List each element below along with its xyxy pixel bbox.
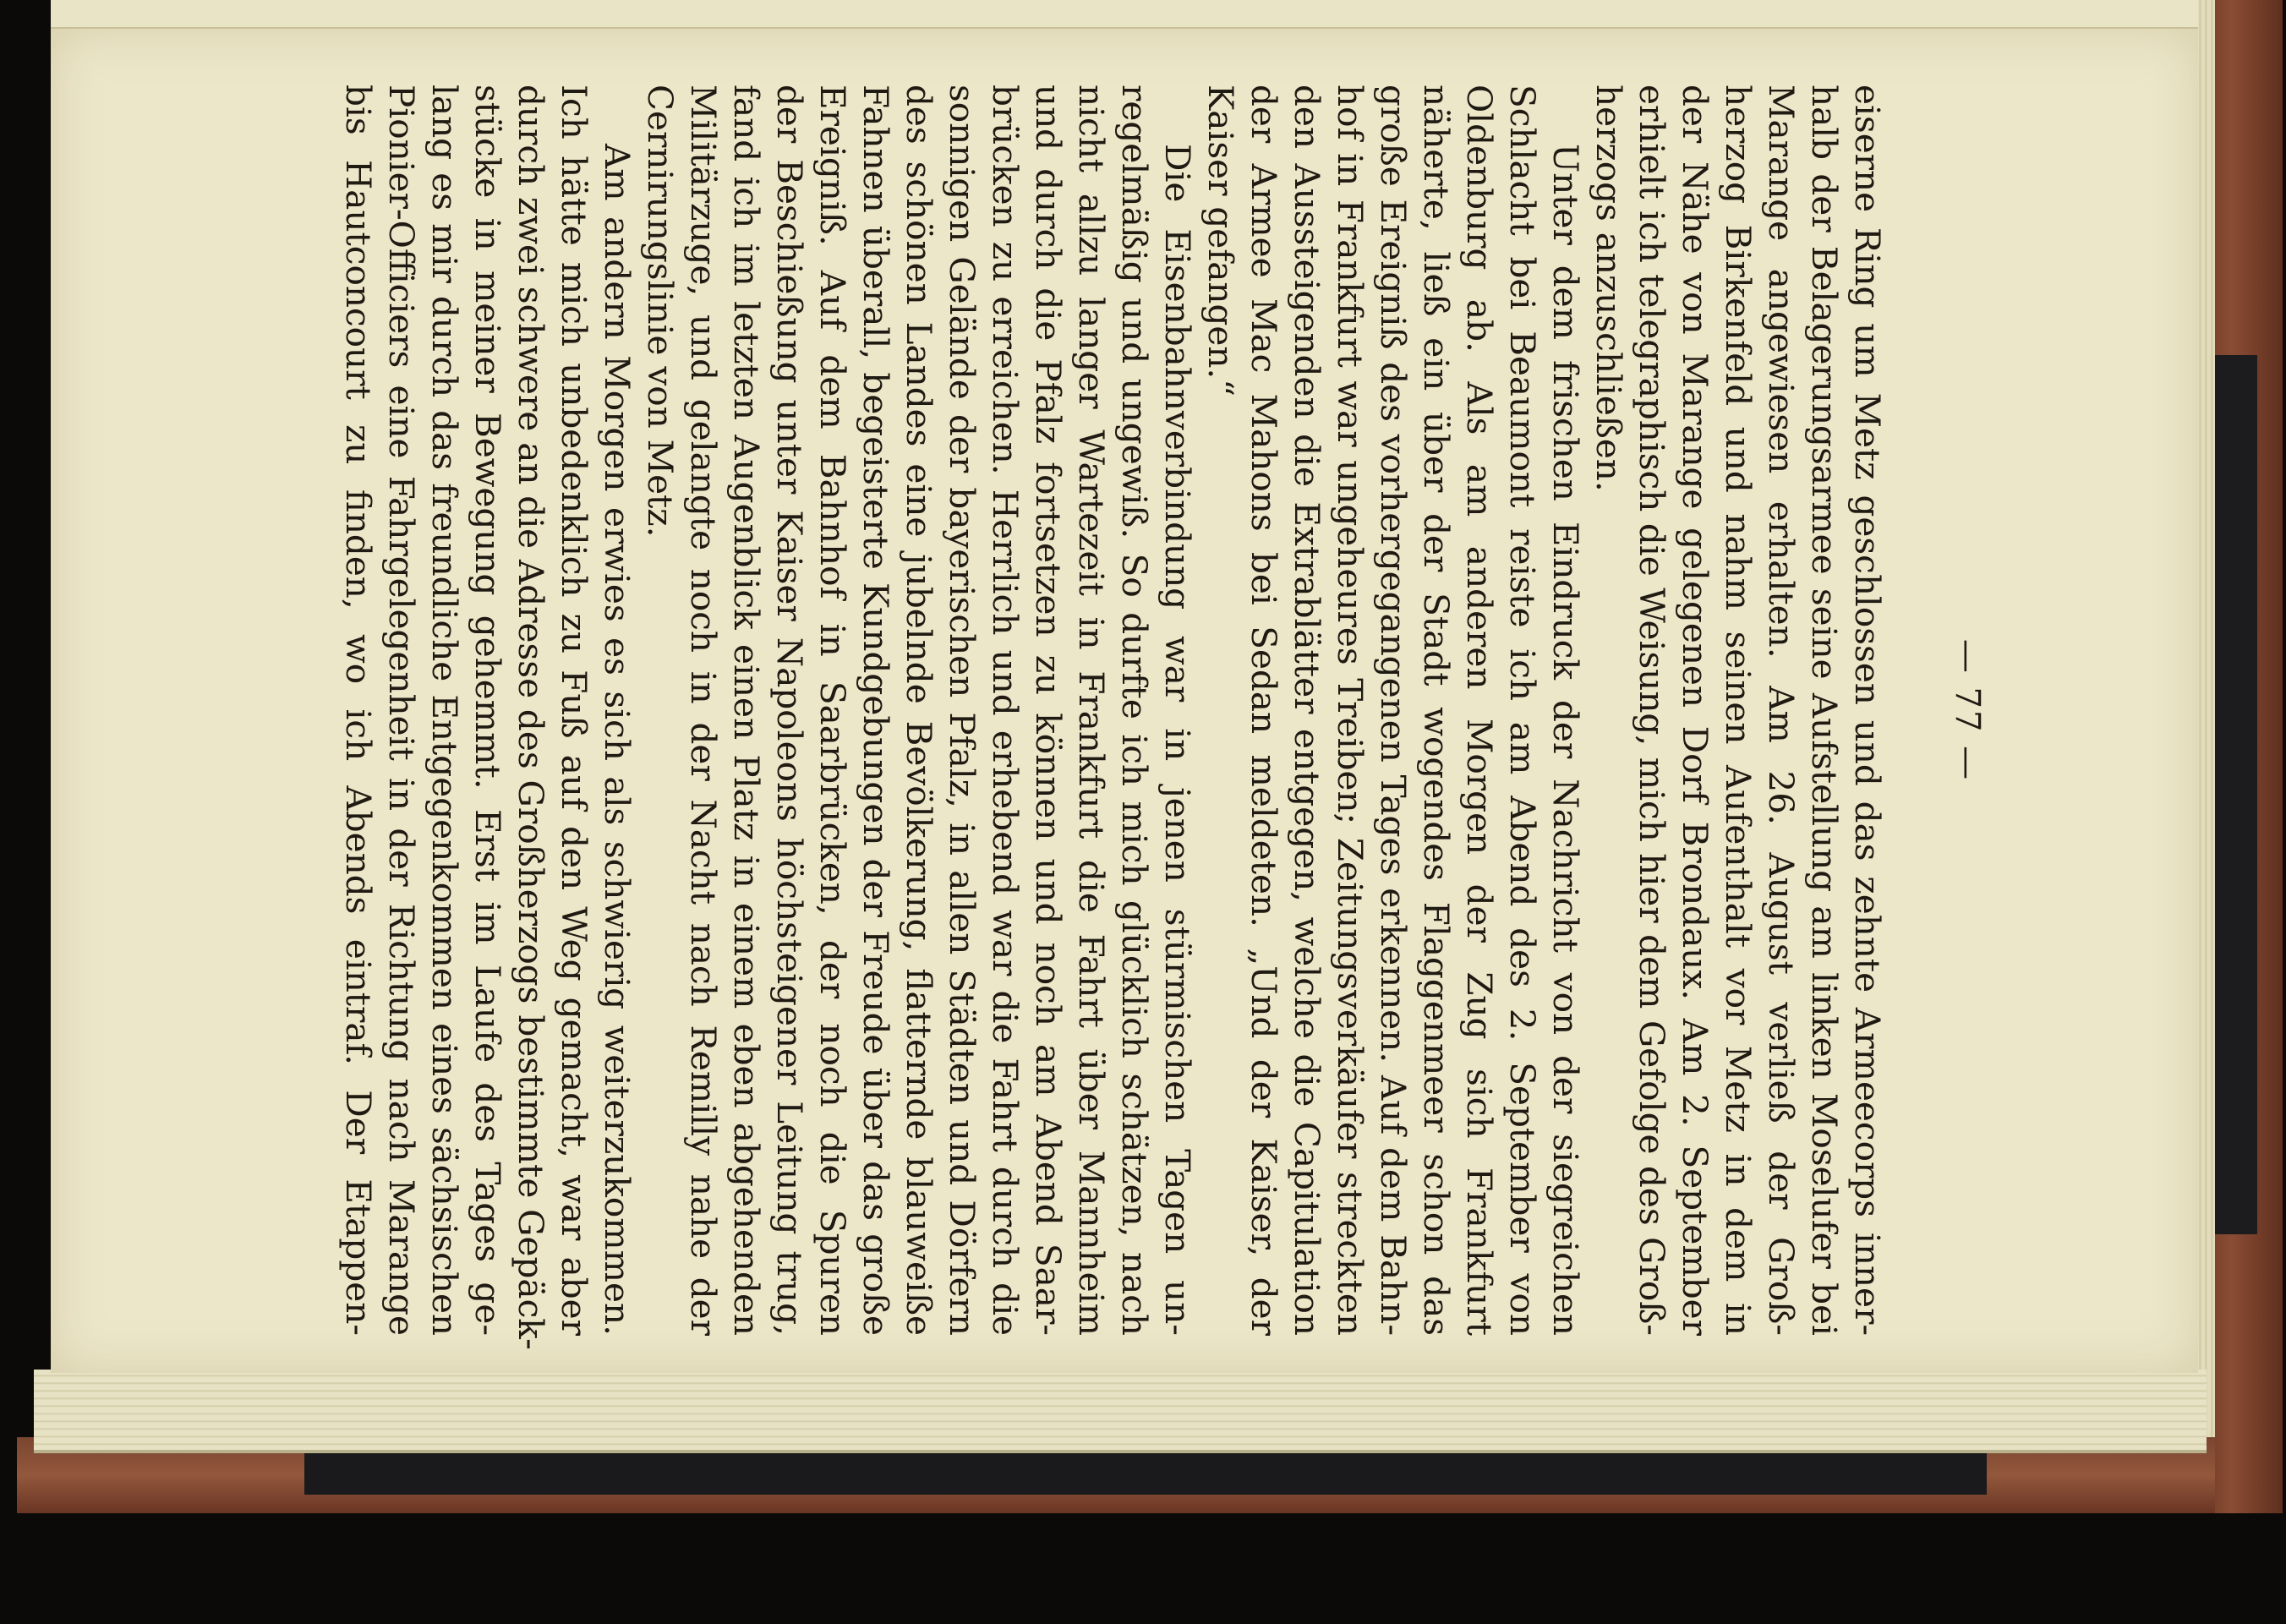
- text-line: bis Hautconcourt zu finden, wo ich Abends eintraf. Der Etappen-: [338, 85, 379, 1336]
- text-line: brücken zu erreichen. Herrlich und erhebend war die Fahrt durch die: [985, 85, 1025, 1336]
- text-line: herzogs anzuschließen.: [1589, 85, 1629, 492]
- text-line: den Aussteigenden die Extrablätter entgegen, welche die Capitulation: [1287, 85, 1327, 1336]
- text-line: Die Eisenbahnverbindung war in jenen stürmischen Tagen un-: [1157, 144, 1198, 1336]
- text-line: hof in Frankfurt war ungeheures Treiben; Zeitungsverkäufer streckten: [1330, 85, 1370, 1336]
- page-block-edge-bottom: [34, 1370, 2207, 1453]
- rotated-text-frame: [161, 76, 2021, 1350]
- text-line: der Beschießung unter Kaiser Napoleons höchsteigener Leitung trug,: [769, 85, 810, 1336]
- text-line: erhielt ich telegraphisch die Weisung, mich hier dem Gefolge des Groß-: [1632, 85, 1672, 1336]
- text-line: Oldenburg ab. Als am anderen Morgen der Zug sich Frankfurt: [1459, 85, 1500, 1336]
- text-line: Pionier-Officiers eine Fahrgelegenheit in der Richtung nach Marange: [381, 85, 422, 1336]
- text-line: Unter dem frischen Eindruck der Nachricht von der siegreichen: [1545, 144, 1586, 1336]
- facing-page-sliver: [51, 0, 2198, 30]
- text-line: fand ich im letzten Augenblick einen Platz in einem eben abgehenden: [726, 85, 767, 1336]
- book-cloth-spine-right: [2215, 355, 2257, 1234]
- text-line: Militärzuge, und gelangte noch in der Nacht nach Remilly nahe der: [683, 85, 724, 1336]
- text-line: Cernirungslinie von Metz.: [640, 85, 681, 538]
- text-line: Schlacht bei Beaumont reiste ich am Abend des 2. September von: [1502, 85, 1543, 1336]
- text-line: durch zwei schwere an die Adresse des Großherzogs bestimmte Gepäck-: [511, 85, 551, 1350]
- text-line: Am andern Morgen erwies es sich als schwierig weiterzukommen.: [597, 144, 637, 1336]
- text-line: der Nähe von Marange gelegenen Dorf Brondaux. Am 2. September: [1675, 85, 1715, 1336]
- page-number: — 77 —: [1948, 638, 1987, 782]
- text-line: Kaiser gefangen.“: [1200, 85, 1241, 397]
- text-line: Ich hätte mich unbedenklich zu Fuß auf den Weg gemacht, war aber: [554, 85, 594, 1336]
- page-text-block: [161, 76, 2021, 1350]
- text-line: regelmäßig und ungewiß. So durfte ich mich glücklich schätzen, nach: [1114, 85, 1155, 1336]
- book-cloth-strip-bottom: [304, 1452, 1987, 1495]
- text-line: große Ereigniß des vorhergegangenen Tages erkennen. Auf dem Bahn-: [1373, 85, 1414, 1336]
- text-line: Fahnen überall, begeisterte Kundgebungen der Freude über das große: [856, 85, 896, 1336]
- text-line: eiserne Ring um Metz geschlossen und das zehnte Armeecorps inner-: [1847, 85, 1888, 1336]
- text-line: Marange angewiesen erhalten. Am 26. August verließ der Groß-: [1761, 85, 1802, 1336]
- text-line: der Armee Mac Mahons bei Sedan meldeten. „Und der Kaiser, der: [1244, 85, 1284, 1336]
- text-line: nicht allzu langer Wartezeit in Frankfurt die Fahrt über Mannheim: [1071, 85, 1112, 1336]
- text-line: herzog Birkenfeld und nahm seinen Aufenthalt vor Metz in dem in: [1718, 85, 1758, 1336]
- text-line: des schönen Landes eine jubelnde Bevölkerung, flatternde blauweiße: [899, 85, 939, 1336]
- text-line: sonnigen Gelände der bayerischen Pfalz, in allen Städten und Dörfern: [942, 85, 982, 1336]
- text-line: näherte, ließ ein über der Stadt wogendes Flaggenmeer schon das: [1416, 85, 1457, 1336]
- text-line: lang es mir durch das freundliche Entgegenkommen eines sächsischen: [424, 85, 465, 1336]
- text-line: stücke in meiner Bewegung gehemmt. Erst im Laufe des Tages ge-: [468, 85, 508, 1336]
- text-line: halb der Belagerungsarmee seine Aufstellung am linken Moselufer bei: [1804, 85, 1845, 1336]
- text-line: Ereigniß. Auf dem Bahnhof in Saarbrücken, der noch die Spuren: [812, 85, 853, 1336]
- text-line: und durch die Pfalz fortsetzen zu können und noch am Abend Saar-: [1028, 85, 1069, 1336]
